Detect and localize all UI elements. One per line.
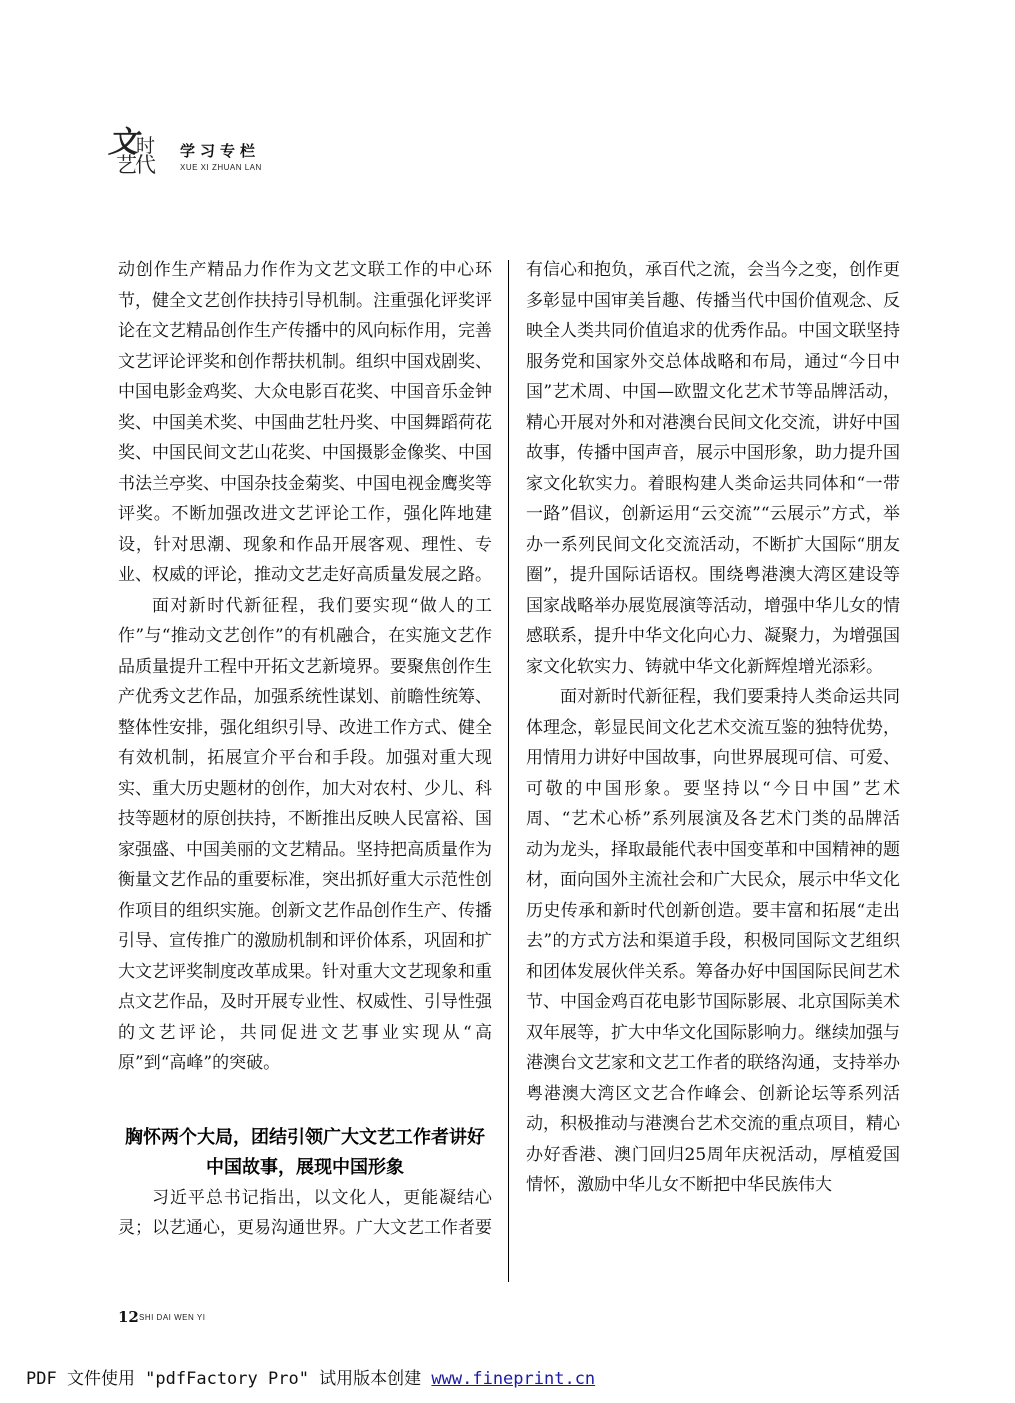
magazine-name-pinyin: SHI DAI WEN YI <box>139 1313 206 1322</box>
section-heading-line-2: 中国故事，展现中国形象 <box>206 1156 404 1178</box>
page-number: 12 <box>118 1308 139 1326</box>
page-header <box>108 125 348 180</box>
column-title-pinyin: XUE XI ZHUAN LAN <box>180 163 262 172</box>
fineprint-link[interactable]: www.fineprint.cn <box>431 1369 596 1389</box>
right-text-column <box>526 255 900 1201</box>
pdf-creator-notice <box>26 1364 595 1389</box>
left-paragraph-2: 面对新时代新征程，我们要实现“做人的工作”与“推动文艺创作”的有机融合，在实施文艺作品质量提升工程中开拓文艺新境界。要聚焦创作生产优秀文艺作品，加强系统性谋划、前瞻性统筹、整体性安排，强化组织引导、改进工作方式、健全有效机制，拓展宣介平台和手段。加强对重大现实、重大历史题材的创作，加大对农村、少儿、科技等题材的原创扶持，不断推出反映人民富裕、国家强盛、中国美丽的文艺精品。坚持把高质量作为衡量文艺作品的重要标准，突出抓好重大示范性创作项目的组织实施。创新文艺作品创作生产、传播引导、宣传推广的激励机制和评价体系，巩固和扩大文艺评奖制度改革成果。针对重大文艺现象和重点文艺作品，及时开展专业性、权威性、引导性强的文艺评论，共同促进文艺事业实现从“高原”到“高峰”的突破。 <box>118 595 492 1073</box>
column-title: 学习专栏 <box>180 142 261 160</box>
magazine-logo-yidai: 艺代 <box>116 153 154 177</box>
right-paragraph-1: 有信心和抱负，承百代之流，会当今之变，创作更多彰显中国审美旨趣、传播当代中国价值观念、反映全人类共同价值追求的优秀作品。中国文联坚持服务党和国家外交总体战略和布局，通过“今日中国”艺术周、中国—欧盟文化艺术节等品牌活动，精心开展对外和对港澳台民间文化交流，讲好中国故事，传播中国声音，展示中国形象，助力提升国家文化软实力。着眼构建人类命运共同体和“一带一路”倡议，创新运用“云交流”“云展示”方式，举办一系列民间文化交流活动，不断扩大国际“朋友圈”，提升国际话语权。围绕粤港澳大湾区建设等国家战略举办展览展演等活动，增强中华儿女的情感联系，提升中华文化向心力、凝聚力，为增强国家文化软实力、铸就中华文化新辉煌增光添彩。 <box>526 260 900 677</box>
section-heading <box>118 1123 492 1183</box>
section-heading-line-1: 胸怀两个大局，团结引领广大文艺工作者讲好 <box>125 1126 485 1148</box>
left-text-column <box>118 255 492 1244</box>
column-divider <box>508 260 509 1282</box>
magazine-logo-wen: 文 <box>108 125 138 160</box>
right-paragraph-2: 面对新时代新征程，我们要秉持人类命运共同体理念，彰显民间文化艺术交流互鉴的独特优势，用情用力讲好中国故事，向世界展现可信、可爱、可敬的中国形象。要坚持以“今日中国”艺术周、“艺术心桥”系列展演及各艺术门类的品牌活动为龙头，择取最能代表中国变革和中国精神的题材，面向国外主流社会和广大民众，展示中华文化历史传承和新时代创新创造。要丰富和拓展“走出去”的方式方法和渠道手段，积极同国际文艺组织和团体发展伙伴关系。筹备办好中国国际民间艺术节、中国金鸡百花电影节国际影展、北京国际美术双年展等，扩大中华文化国际影响力。继续加强与港澳台文艺家和文艺工作者的联络沟通，支持举办粤港澳大湾区文艺合作峰会、创新论坛等系列活动，积极推动与港澳台艺术交流的重点项目，精心办好香港、澳门回归25周年庆祝活动，厚植爱国情怀，激励中华儿女不断把中华民族伟大 <box>526 687 900 1195</box>
magazine-logo-shi: 时 <box>136 135 156 157</box>
left-paragraph-1: 动创作生产精品力作作为文艺文联工作的中心环节，健全文艺创作扶持引导机制。注重强化评奖评论在文艺精品创作生产传播中的风向标作用，完善文艺评论评奖和创作帮扶机制。组织中国戏剧奖、中国电影金鸡奖、大众电影百花奖、中国音乐金钟奖、中国美术奖、中国曲艺牡丹奖、中国舞蹈荷花奖、中国民间文艺山花奖、中国摄影金像奖、中国书法兰亭奖、中国杂技金菊奖、中国电视金鹰奖等评奖。不断加强改进文艺评论工作，强化阵地建设，针对思潮、现象和作品开展客观、理性、专业、权威的评论，推动文艺走好高质量发展之路。 <box>118 260 492 585</box>
left-paragraph-3: 习近平总书记指出，以文化人，更能凝结心灵；以艺通心，更易沟通世界。广大文艺工作者要 <box>118 1187 492 1238</box>
pdf-notice-text: PDF 文件使用 "pdfFactory Pro" 试用版本创建 <box>26 1369 432 1389</box>
